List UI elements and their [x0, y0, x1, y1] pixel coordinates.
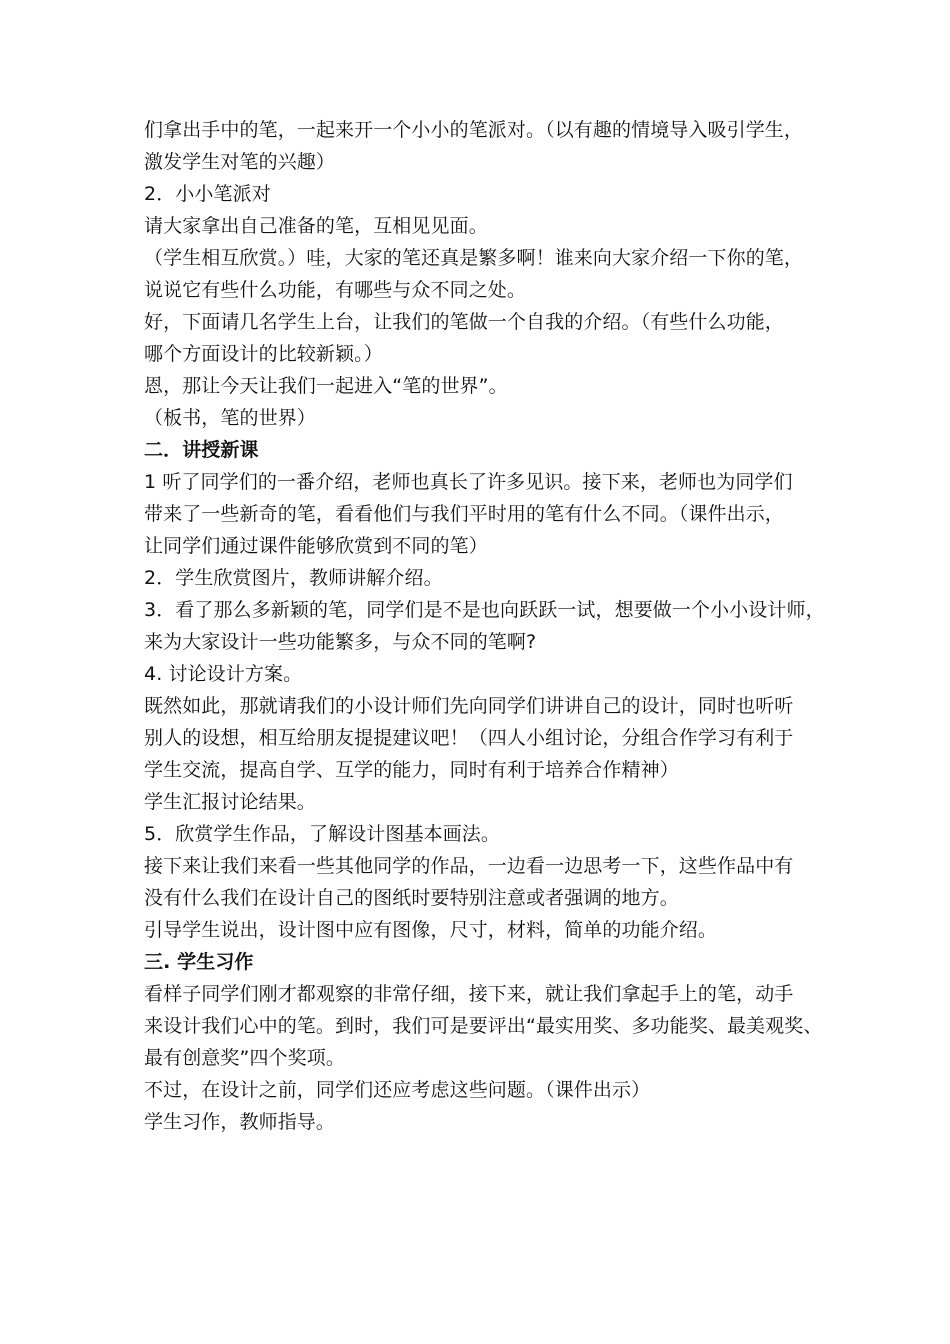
- text-line: 既然如此，那就请我们的小设计师们先向同学们讲讲自己的设计，同时也听听: [144, 695, 794, 717]
- text-line: 请大家拿出自己准备的笔，互相见见面。: [144, 215, 488, 237]
- text-line: 3．看了那么多新颖的笔，同学们是不是也向跃跃一试，想要做一个小小设计师，: [144, 599, 825, 621]
- text-line: 来为大家设计一些功能繁多，与众不同的笔啊?: [144, 631, 537, 653]
- text-line: 看样子同学们刚才都观察的非常仔细，接下来，就让我们拿起手上的笔，动手: [144, 983, 794, 1005]
- text-line: 没有什么我们在设计自己的图纸时要特别注意或者强调的地方。: [144, 887, 679, 909]
- text-line: 说说它有些什么功能，有哪些与众不同之处。: [144, 279, 527, 301]
- text-line: 引导学生说出，设计图中应有图像，尺寸，材料，简单的功能介绍。: [144, 919, 718, 941]
- text-line: 4. 讨论设计方案。: [144, 663, 303, 685]
- text-line: 来设计我们心中的笔。到时，我们可是要评出“最实用奖、多功能奖、最美观奖、: [144, 1015, 823, 1037]
- text-line: 恩，那让今天让我们一起进入“笔的世界”。: [144, 375, 508, 397]
- text-line: 学生习作，教师指导。: [144, 1111, 336, 1133]
- text-line: 接下来让我们来看一些其他同学的作品，一边看一边思考一下，这些作品中有: [144, 855, 794, 877]
- text-line: （学生相互欣赏。）哇，大家的笔还真是繁多啊！谁来向大家介绍一下你的笔，: [144, 247, 804, 269]
- text-line: 不过，在设计之前，同学们还应考虑这些问题。（课件出示）: [144, 1079, 651, 1101]
- text-line: 带来了一些新奇的笔，看看他们与我们平时用的笔有什么不同。（课件出示，: [144, 503, 784, 525]
- text-line: 学生汇报讨论结果。: [144, 791, 316, 813]
- text-line: 学生交流，提高自学、互学的能力，同时有利于培养合作精神）: [144, 759, 679, 781]
- text-line: 哪个方面设计的比较新颖。）: [144, 343, 383, 365]
- text-line: 1 听了同学们的一番介绍，老师也真长了许多见识。接下来，老师也为同学们: [144, 471, 793, 493]
- text-line: 2．学生欣赏图片，教师讲解介绍。: [144, 567, 443, 589]
- document-body: [144, 114, 834, 1138]
- text-line: 5．欣赏学生作品，了解设计图基本画法。: [144, 823, 500, 845]
- text-line: 最有创意奖”四个奖项。: [144, 1047, 345, 1069]
- text-line: 2．小小笔派对: [144, 183, 271, 205]
- text-line: 让同学们通过课件能够欣赏到不同的笔）: [144, 535, 488, 557]
- text-line: 别人的设想，相互给朋友提提建议吧！（四人小组讨论，分组合作学习有利于: [144, 727, 794, 749]
- text-line: 好，下面请几名学生上台，让我们的笔做一个自我的介绍。（有些什么功能，: [144, 311, 784, 333]
- text-line: （板书，笔的世界）: [144, 407, 316, 429]
- text-line: 们拿出手中的笔，一起来开一个小小的笔派对。（以有趣的情境导入吸引学生，: [144, 119, 804, 141]
- text-line: 激发学生对笔的兴趣）: [144, 151, 336, 173]
- section-heading: 二．讲授新课: [144, 439, 259, 461]
- section-heading: 三. 学生习作: [144, 951, 254, 973]
